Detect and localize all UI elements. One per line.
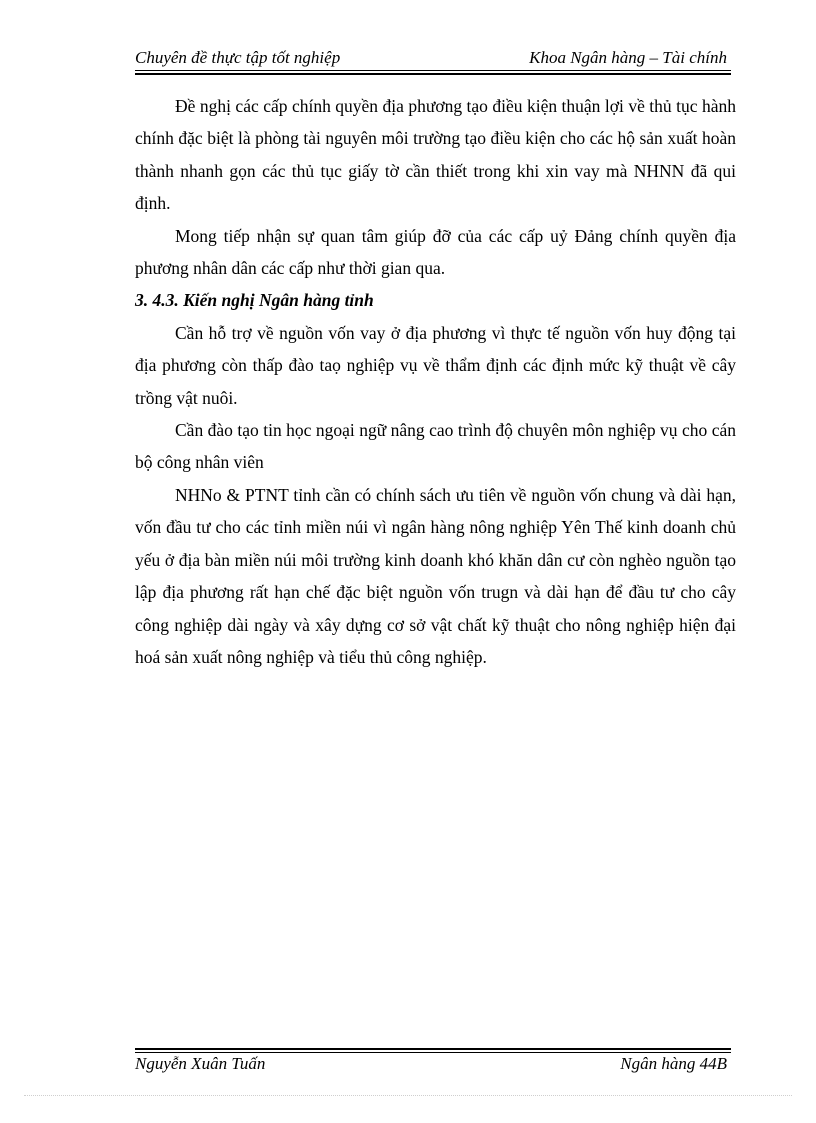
page-bottom-edge	[24, 1095, 792, 1096]
page-footer	[135, 1048, 731, 1078]
body-paragraph: Cần hỗ trợ về nguồn vốn vay ở địa phương vì thực tế nguồn vốn huy động tại địa phương còn thấp đào taọ nghiệp vụ về thẩm định các định mức kỹ thuật về cây trồng vật nuôi.	[135, 322, 736, 408]
header-rule	[135, 70, 731, 75]
footer-rule	[135, 1048, 731, 1053]
section-heading: 3. 4.3. Kiến nghị Ngân hàng tỉnh	[135, 290, 374, 311]
body-paragraph: Mong tiếp nhận sự quan tâm giúp đỡ của các cấp uỷ Đảng chính quyền địa phương nhân dân các cấp như thời gian qua.	[135, 225, 736, 279]
body-paragraph: NHNo & PTNT tỉnh cần có chính sách ưu tiên về nguồn vốn chung và dài hạn, vốn đầu tư cho các tỉnh miền núi vì ngân hàng nông nghiệp Yên Thế kinh doanh chủ yếu ở địa bàn miền núi môi trường kinh doanh khó khăn dân cư còn nghèo nguồn tạo lập địa phương rất hạn chế đặc biệt nguồn vốn trugn và dài hạn để đầu tư cho cây công nghiệp dài ngày và xây dựng cơ sở vật chất kỹ thuật cho nông nghiệp hiện đại hoá sản xuất nông nghiệp và tiểu thủ công nghiệp.	[135, 484, 736, 667]
body-paragraph: Đề nghị các cấp chính quyền địa phương tạo điều kiện thuận lợi về thủ tục hành chính đặc biệt là phòng tài nguyên môi trường tạo điều kiện cho các hộ sản xuất hoàn thành nhanh gọn các thủ tục giấy tờ cần thiết trong khi xin vay mà NHNN đã qui định.	[135, 96, 736, 214]
page-body	[135, 90, 736, 673]
header-right-text: Khoa Ngân hàng – Tài chính	[529, 48, 727, 67]
footer-author: Nguyễn Xuân Tuấn	[135, 1054, 266, 1073]
header-left-text: Chuyên đề thực tập tốt nghiệp	[135, 48, 341, 67]
body-paragraph: Cần đào tạo tin học ngoại ngữ nâng cao trình độ chuyên môn nghiệp vụ cho cán bộ công nhân viên	[135, 420, 736, 473]
page-header	[135, 48, 731, 74]
footer-class: Ngân hàng 44B	[620, 1054, 727, 1073]
